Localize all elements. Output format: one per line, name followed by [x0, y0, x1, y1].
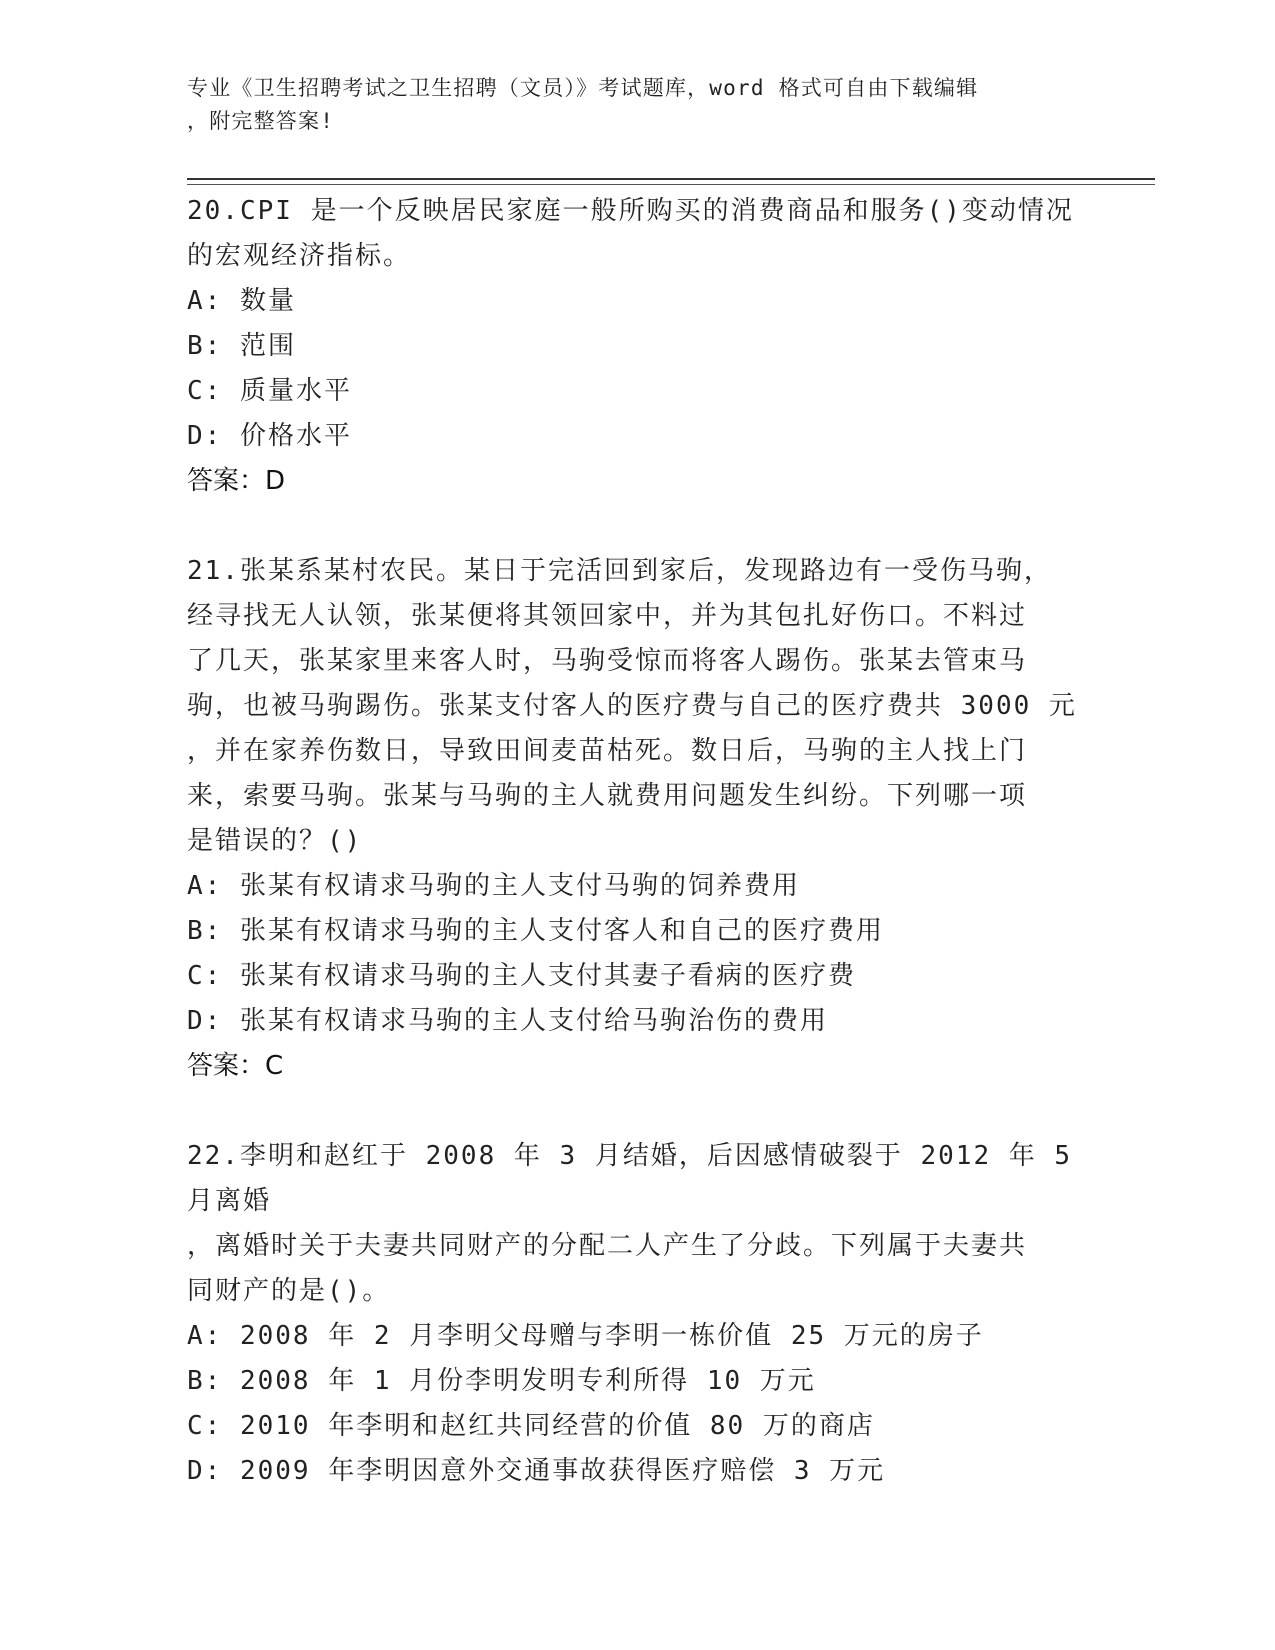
option-a: A: 数量 — [187, 286, 296, 316]
option-b: B: 2008 年 1 月份李明发明专利所得 10 万元 — [187, 1366, 816, 1396]
question-21 — [187, 549, 1077, 1089]
question-list — [187, 189, 1077, 1494]
option-b: B: 张某有权请求马驹的主人支付客人和自己的医疗费用 — [187, 916, 884, 946]
answer-line: 答案：D — [187, 466, 286, 496]
question-stem-line: 驹，也被马驹踢伤。张某支付客人的医疗费与自己的医疗费共 3000 元 — [187, 691, 1077, 721]
option-d: D: 张某有权请求马驹的主人支付给马驹治伤的费用 — [187, 1006, 828, 1036]
option-c: C: 2010 年李明和赵红共同经营的价值 80 万的商店 — [187, 1411, 875, 1441]
question-stem-line: 20.CPI 是一个反映居民家庭一般所购买的消费商品和服务()变动情况 — [187, 196, 1074, 226]
header-divider-thin — [187, 184, 1155, 185]
document-header — [187, 72, 1067, 138]
option-c: C: 质量水平 — [187, 376, 352, 406]
header-line-2: ，附完整答案! — [187, 109, 335, 133]
option-a: A: 张某有权请求马驹的主人支付马驹的饲养费用 — [187, 871, 800, 901]
answer-line: 答案：C — [187, 1051, 284, 1081]
question-stem-line: 22.李明和赵红于 2008 年 3 月结婚，后因感情破裂于 2012 年 5 月离婚 — [187, 1141, 1073, 1216]
question-stem-line: 是错误的？() — [187, 826, 363, 856]
header-line-1: 专业《卫生招聘考试之卫生招聘（文员）》考试题库，word 格式可自由下载编辑 — [187, 76, 979, 100]
question-20 — [187, 189, 1077, 504]
header-divider-thick — [187, 178, 1155, 180]
option-d: D: 价格水平 — [187, 421, 352, 451]
question-stem-line: 来，索要马驹。张某与马驹的主人就费用问题发生纠纷。下列哪一项 — [187, 781, 1028, 811]
question-stem-line: 的宏观经济指标。 — [187, 241, 412, 271]
question-stem-line: ，并在家养伤数日，导致田间麦苗枯死。数日后，马驹的主人找上门 — [187, 736, 1028, 766]
option-a: A: 2008 年 2 月李明父母赠与李明一栋价值 25 万元的房子 — [187, 1321, 984, 1351]
option-b: B: 范围 — [187, 331, 296, 361]
option-d: D: 2009 年李明因意外交通事故获得医疗赔偿 3 万元 — [187, 1456, 886, 1486]
question-stem-line: 同财产的是()。 — [187, 1276, 391, 1306]
question-spacer — [187, 1089, 1077, 1134]
question-stem-line: 21.张某系某村农民。某日于完活回到家后，发现路边有一受伤马驹， — [187, 556, 1052, 586]
question-stem-line: 经寻找无人认领，张某便将其领回家中，并为其包扎好伤口。不料过 — [187, 601, 1028, 631]
question-22 — [187, 1134, 1077, 1494]
question-spacer — [187, 504, 1077, 549]
option-c: C: 张某有权请求马驹的主人支付其妻子看病的医疗费 — [187, 961, 856, 991]
question-stem-line: 了几天，张某家里来客人时，马驹受惊而将客人踢伤。张某去管束马 — [187, 646, 1028, 676]
question-stem-line: ，离婚时关于夫妻共同财产的分配二人产生了分歧。下列属于夫妻共 — [187, 1231, 1028, 1261]
